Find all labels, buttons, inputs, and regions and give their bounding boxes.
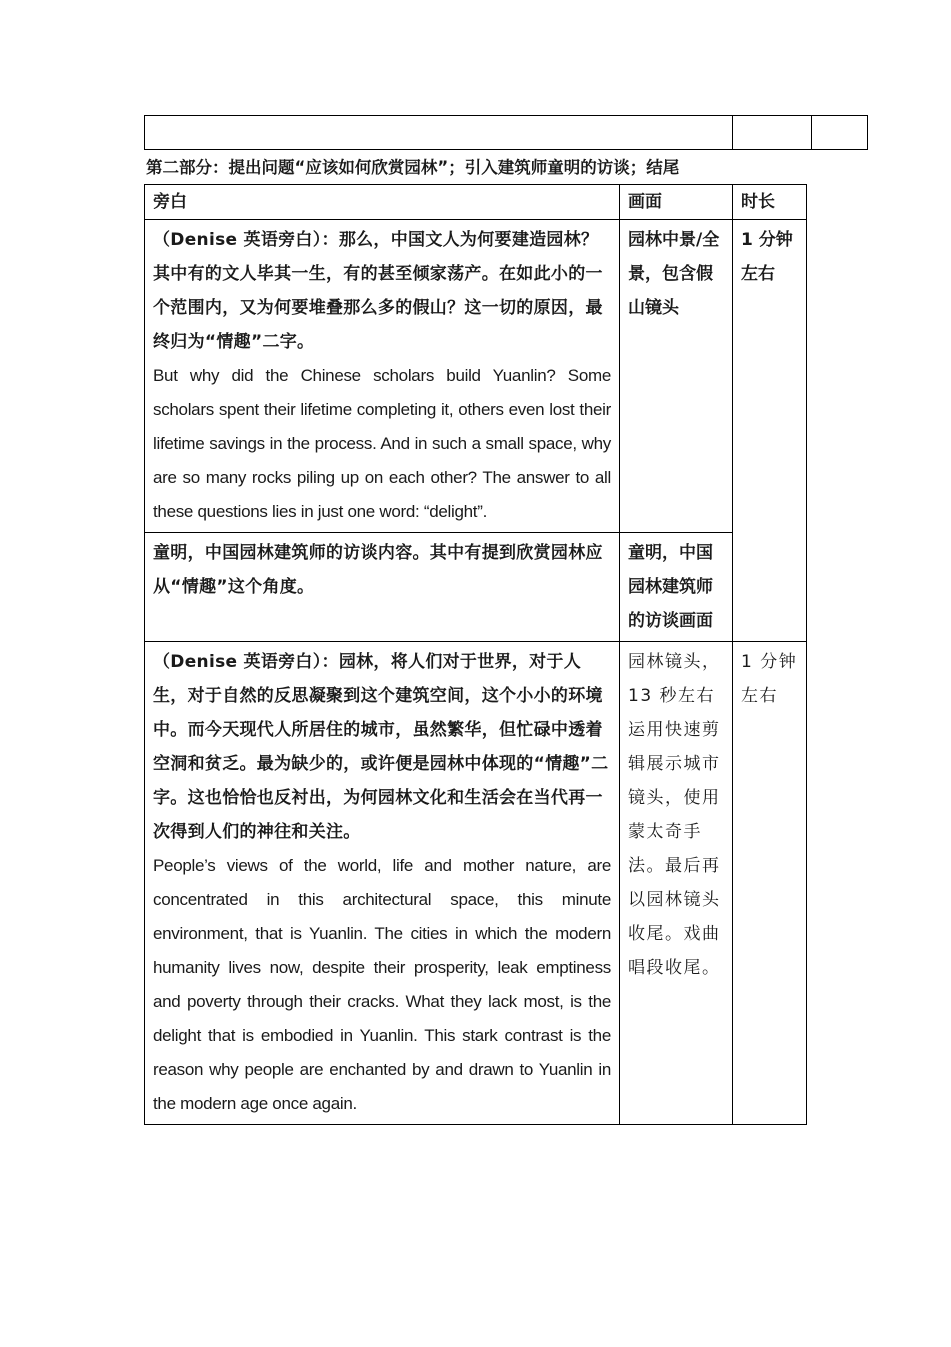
header-visual: 画面: [620, 185, 733, 220]
narration-chinese: （Denise 英语旁白）：园林，将人们对于世界，对于人生，对于自然的反思凝聚到这个建筑空间，这个小小的环境中。而今天现代人所居住的城市，虽然繁华，但忙碌中透着空洞和贫乏。最为缺少的，或许便是园林中体现的“情趣”二字。这也恰恰也反衬出，为何园林文化和生活会在当代再一次得到人们的神往和关注。: [153, 652, 609, 842]
table-row: [145, 220, 807, 533]
table-header-row: [145, 185, 807, 220]
narration-cell: [145, 642, 620, 1125]
narration-chinese: 童明，中国园林建筑师的访谈内容。其中有提到欣赏园林应从“情趣”这个角度。: [153, 543, 603, 597]
section-heading: 第二部分：提出问题“应该如何欣赏园林”；引入建筑师童明的访谈；结尾: [146, 158, 680, 177]
previous-table-cell: [733, 116, 812, 150]
table-row: [145, 533, 807, 642]
previous-table-cell: [812, 116, 868, 150]
duration-cell: 1 分钟左右: [733, 642, 807, 1125]
narration-cell: [145, 533, 620, 642]
visual-cell: 童明，中国园林建筑师的访谈画面: [620, 533, 733, 642]
narration-english: People’s views of the world, life and mother nature, are concentrated in this architectural space, this minute environment, that is Yuanlin. The cities in which the modern humanity lives now, despite their prosperity, leak emptiness and poverty through their cracks. What they lack most, is the delight that is embodied in Yuanlin. This stark contrast is the reason why people are enchanted by and drawn to Yuanlin in the modern age once again.: [153, 856, 611, 1113]
visual-cell: 园林镜头，13 秒左右运用快速剪辑展示城市镜头，使用蒙太奇手法。最后再以园林镜头收尾。戏曲唱段收尾。: [620, 642, 733, 1125]
table-row: [145, 642, 807, 1125]
narration-chinese: （Denise 英语旁白）：那么，中国文人为何要建造园林？其中有的文人毕其一生，有的甚至倾家荡产。在如此小的一个范围内，又为何要堆叠那么多的假山？这一切的原因，最终归为“情趣”二字。: [153, 230, 603, 352]
previous-table-cell: [145, 116, 733, 150]
header-duration: 时长: [733, 185, 807, 220]
header-narration: 旁白: [145, 185, 620, 220]
previous-table-fragment: [144, 115, 868, 150]
script-table: [144, 184, 807, 1125]
visual-cell: 园林中景/全景，包含假山镜头: [620, 220, 733, 533]
narration-english: But why did the Chinese scholars build Yuanlin? Some scholars spent their lifetime completing it, others even lost their lifetime savings in the process. And in such a small space, why are so many rocks piling up on each other? The answer to all these questions lies in just one word: “delight”.: [153, 366, 611, 521]
duration-cell: 1 分钟左右: [733, 220, 807, 642]
narration-cell: [145, 220, 620, 533]
